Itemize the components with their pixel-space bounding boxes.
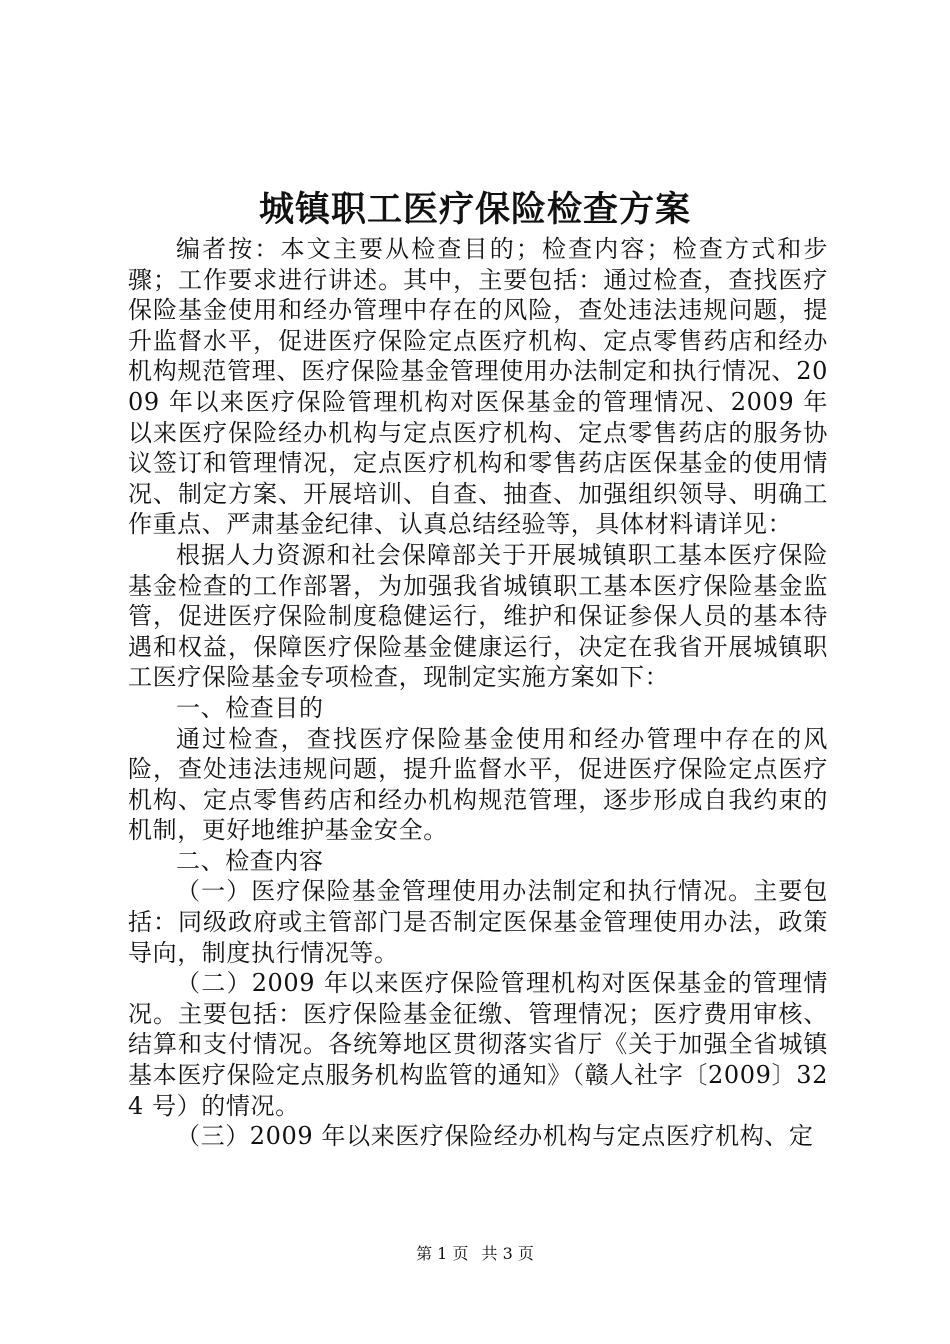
section-heading-content: 二、检查内容: [176, 846, 324, 875]
content-item-3: （三）2009 年以来医疗保险经办机构与定点医疗机构、定: [176, 1122, 814, 1151]
page-total: 共 3 页: [481, 1244, 534, 1263]
purpose-paragraph: 通过检查，查找医疗保险基金使用和经办管理中存在的风险，查处违法违规问题，提升监督水平，促进医疗保险定点医疗机构、定点零售药店和经办机构规范管理，逐步形成自我约束的机制，更好地维护基金安全。: [128, 724, 828, 845]
content-item-1: （一）医疗保险基金管理使用办法制定和执行情况。主要包括：同级政府或主管部门是否制定医保基金管理使用办法，政策导向，制度执行情况等。: [128, 877, 828, 967]
page-number: 第 1 页: [416, 1244, 469, 1263]
document-body: [128, 234, 828, 1152]
section-heading-purpose: 一、检查目的: [176, 693, 324, 722]
background-paragraph: 根据人力资源和社会保障部关于开展城镇职工基本医疗保险基金检查的工作部署，为加强我省城镇职工基本医疗保险基金监管，促进医疗保险制度稳健运行，维护和保证参保人员的基本待遇和权益，保障医疗保险基金健康运行，决定在我省开展城镇职工医疗保险基金专项检查，现制定实施方案如下：: [128, 540, 828, 692]
document-title: 城镇职工医疗保险检查方案: [258, 189, 691, 230]
page-footer: [0, 1244, 950, 1264]
content-item-2: （二）2009 年以来医疗保险管理机构对医保基金的管理情况。主要包括：医疗保险基金征缴、管理情况；医疗费用审核、结算和支付情况。各统筹地区贯彻落实省厅《关于加强全省城镇基本医疗保险定点服务机构监管的通知》（赣人社字〔2009〕324 号）的情况。: [128, 969, 828, 1120]
editor-note-paragraph: 编者按：本文主要从检查目的；检查内容；检查方式和步骤；工作要求进行讲述。其中，主要包括：通过检查，查找医疗保险基金使用和经办管理中存在的风险，查处违法违规问题，提升监督水平，促进医疗保险定点医疗机构、定点零售药店和经办机构规范管理、医疗保险基金管理使用办法制定和执行情况、2009 年以来医疗保险管理机构对医保基金的管理情况、2009 年以来医疗保险经办机构与定点医疗机构、定点零售药店的服务协议签订和管理情况，定点医疗机构和零售药店医保基金的使用情况、制定方案、开展培训、自查、抽查、加强组织领导、明确工作重点、严肃基金纪律、认真总结经验等，具体材料请详见：: [128, 235, 828, 539]
